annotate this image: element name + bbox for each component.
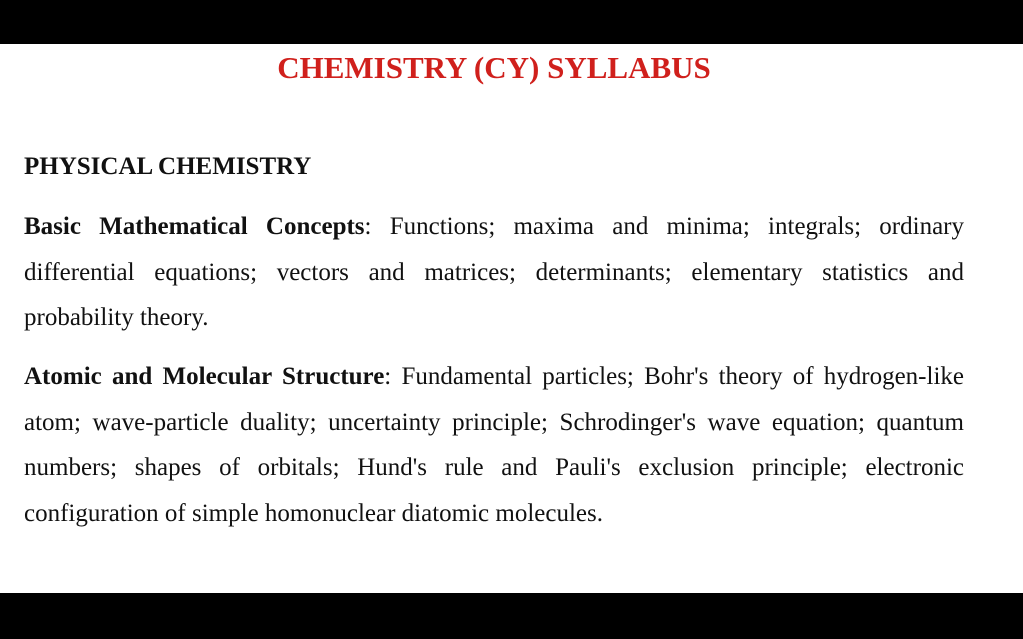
section-heading: PHYSICAL CHEMISTRY (24, 153, 312, 180)
topic-body: Fundamental particles; Bohr's theory of hydrogen-like atom; wave-particle duality; uncertainty principle; Schrodinger's wave equation; quantum numbers; shapes of orbitals; Hund's rule and Pauli's exclusion principle; electronic configuration of simple homonuclear diatomic molecules. (24, 363, 964, 527)
topic-term: Atomic and Molecular Structure (24, 363, 385, 390)
document-title: CHEMISTRY (CY) SYLLABUS (277, 50, 711, 85)
syllabus-page (0, 44, 1023, 593)
topic-separator: : (364, 213, 390, 240)
topic-paragraph (24, 354, 964, 536)
topic-term: Basic Mathematical Concepts (24, 213, 365, 240)
topic-paragraph (24, 204, 964, 341)
topic-body: Functions; maxima and minima; integrals; ordinary differential equations; vectors and matrices; determinants; elementary statistics and probability theory. (24, 213, 964, 331)
topic-separator: : (384, 363, 402, 390)
